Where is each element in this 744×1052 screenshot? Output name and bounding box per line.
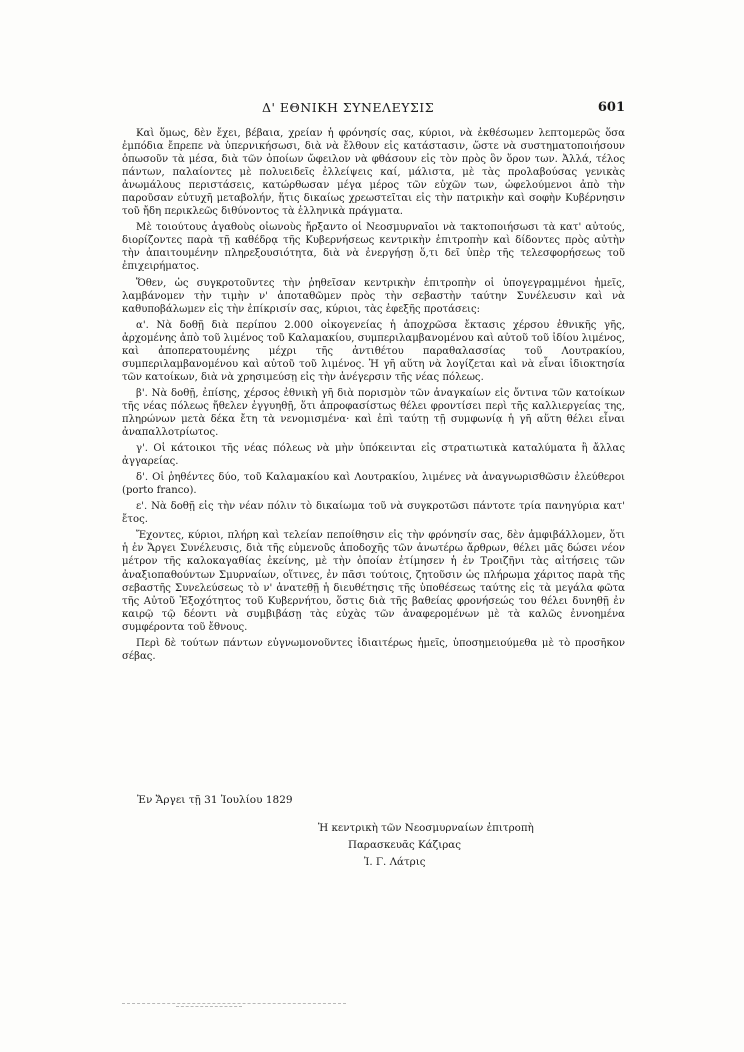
page-number: 601 [597,100,625,115]
scan-artifact-line-short [176,1006,242,1007]
paragraph-confidence: Ἔχοντες, κύριοι, πλήρη καὶ τελείαν πεποίθησιν εἰς τὴν φρόνησίν σας, δὲν ἀμφιβάλλομεν, ὅτι ἡ ἐν Ἄργει Συνέλευσις, διὰ τῆς εὐμενοῦς ἀποδοχῆς τῶν ἀνωτέρω ἄρθρων, θέλει μᾶς δώσει νέον μέτρον τῆς καλοκαγαθίας ἐκείνης, μὲ τὴν ὁποίαν ἐτίμησεν ἡ ἐν Τροιζῆνι τὰς αἰτήσεις τῶν ἀναξιοπαθούντων Σμυρναίων, οἵτινες, ἐν πᾶσι τούτοις, ζητοῦσιν ὡς πλήρωμα χάριτος παρὰ τῆς σεβαστῆς Συνελεύσεως τὸ ν' ἀνατεθῇ ἡ διευθέτησις τῆς ὑποθέσεως ταύτης εἰς τὰ μεγάλα φῶτα τῆς Αὐτοῦ Ἐξοχότητος τοῦ Κυβερνήτου, ὅστις διὰ τῆς βαθείας φρονήσεώς του θέλει δυνηθῇ ἐν καιρῷ τῷ δέοντι νὰ συμβιβάσῃ τὰς εὐχὰς τῶν ἀναφερομένων μὲ τὰ καλῶς ἐννοημένα συμφέροντα τοῦ ἔθνους. [122,530,625,633]
paragraph-committee: Μὲ τοιούτους ἀγαθοὺς οἰωνοὺς ἤρξαντο οἱ Νεοσμυρναῖοι νὰ τακτοποιήσωσι τὰ κατ' αὐτούς, διορίζοντες παρὰ τῇ καθέδρᾳ τῆς Κυβερνήσεως κεντρικὴν ἐπιτροπὴν καὶ δίδοντες πρὸς αὐτὴν τὴν ἀπαιτουμένην πληρεξουσιότητα, διὰ νὰ ἐνεργήσῃ ὅ,τι δεῖ ὑπὲρ τῆς τελεσφορήσεως τοῦ ἐπιχειρήματος. [122,222,625,273]
paragraph-proposals: Ὅθεν, ὡς συγκροτοῦντες τὴν ῥηθεῖσαν κεντρικὴν ἐπιτροπὴν οἱ ὑπογεγραμμένοι ἡμεῖς, λαμβάνομεν τὴν τιμὴν ν' ἀποταθῶμεν πρὸς τὴν σεβαστὴν ταύτην Συνέλευσιν καὶ νὰ καθυποβάλωμεν εἰς τὴν ἐπίκρισίν σας, κύριοι, τὰς ἐφεξῆς προτάσεις: [122,277,625,315]
paragraph-closing: Περὶ δὲ τούτων πάντων εὐγνωμονοῦντες ἰδιαιτέρως ἡμεῖς, ὑποσημειούμεθα μὲ τὸ προσῆκον σέβας. [122,637,625,662]
running-head [120,100,625,118]
signature-committee: Ἡ κεντρικὴ τῶν Νεοσμυρναίων ἐπιτροπὴ [318,822,534,834]
running-title: Δ' ΕΘΝΙΚΗ ΣΥΝΕΛΕΥΣΙΣ [262,100,435,115]
proposal-alpha: α'. Νὰ δοθῇ διὰ περίπου 2.000 οἰκογενείας ἡ ἀποχρῶσα ἔκτασις χέρσου ἐθνικῆς γῆς, ἀρχομένης ἀπὸ τοῦ λιμένος τοῦ Καλαμακίου, συμπεριλαμβανομένου καὶ αὐτοῦ τοῦ ἰδίου λιμένος, καὶ ἀποπερατουμένης μέχρι τῆς ἀντιθέτου παραθαλασσίας τοῦ Λουτρακίου, συμπεριλαμβανομένου καὶ αὐτοῦ τοῦ λιμένος. Ἡ γῆ αὕτη νὰ λογίζεται καὶ νὰ εἶναι ἰδιοκτησία τῶν κατοίκων, διὰ νὰ χρησιμεύσῃ εἰς τὴν ἀνέγερσιν τῆς νέας πόλεως. [122,319,625,383]
proposal-beta: β'. Νὰ δοθῇ, ἐπίσης, χέρσος ἐθνικὴ γῆ διὰ πορισμὸν τῶν ἀναγκαίων εἰς ὄντινα τῶν κατοίκων τῆς νέας πόλεως ἤθελεν ἐγγυηθῇ, ὅτι ἀπροφασίστως θέλει φροντίσει περὶ τῆς καλλιεργείας της, πληρώνων μετὰ δέκα ἔτη τὰ νενομισμένα· καὶ ἐπὶ ταύτῃ τῇ συμφωνίᾳ ἡ γῆ αὕτη θέλει εἶναι ἀναπαλλοτρίωτος. [122,387,625,439]
signature-block [318,820,534,871]
date-line: Ἐν Ἄργει τῇ 31 Ἰουλίου 1829 [137,794,293,806]
signature-name-2: Ἰ. Γ. Λάτρις [364,856,426,868]
signature-name-1: Παρασκευᾶς Κάζιρας [348,839,462,851]
proposal-gamma: γ'. Οἱ κάτοικοι τῆς νέας πόλεως νὰ μὴν ὑπόκεινται εἰς στρατιωτικὰ καταλύματα ἢ ἄλλας ἀγγαρείας. [122,443,625,468]
proposal-epsilon: ε'. Νὰ δοθῇ εἰς τὴν νέαν πόλιν τὸ δικαίωμα τοῦ νὰ συγκροτῶσι πάντοτε τρία πανηγύρια κατ' ἔτος. [122,501,625,526]
scan-artifact-line [122,1003,346,1004]
proposal-delta: δ'. Οἱ ῥηθέντες δύο, τοῦ Καλαμακίου καὶ Λουτρακίου, λιμένες νὰ ἀναγνωρισθῶσιν ἐλεύθεροι (porto franco). [122,472,625,497]
paragraph-intro: Καὶ ὅμως, δὲν ἔχει, βέβαια, χρείαν ἡ φρόνησίς σας, κύριοι, νὰ ἐκθέσωμεν λεπτομερῶς ὅσα ἐμπόδια ἔπρεπε νὰ ὑπερνικήσωσι, διὰ νὰ ἔλθουν εἰς κατάστασιν, ὥστε νὰ συστηματοποιήσουν ὁπωσοῦν τὰ μέσα, διὰ τῶν ὁποίων ὤφειλον νὰ φθάσουν εἰς τὸν πρὸς ὃν ὅρον των. Ἀλλά, τέλος πάντων, παλαίοντες μὲ πολυειδεῖς ἐλλείψεις καί, μάλιστα, μὲ τὰς προλαβούσας γενικὰς ἀνωμάλους περιστάσεις, κατώρθωσαν μέγα μέρος τῶν εὐχῶν των, ὠφελούμενοι ἀπὸ τὴν παροῦσαν εὐτυχῆ μεταβολήν, ἥτις δικαίως χρεωστεῖται εἰς τὴν πατρικὴν καὶ σοφὴν Κυβέρνησιν τοῦ ἤδη περικλεῶς διθύνοντος τὰ ἑλληνικὰ πράγματα. [122,128,625,218]
body-text [122,127,625,666]
